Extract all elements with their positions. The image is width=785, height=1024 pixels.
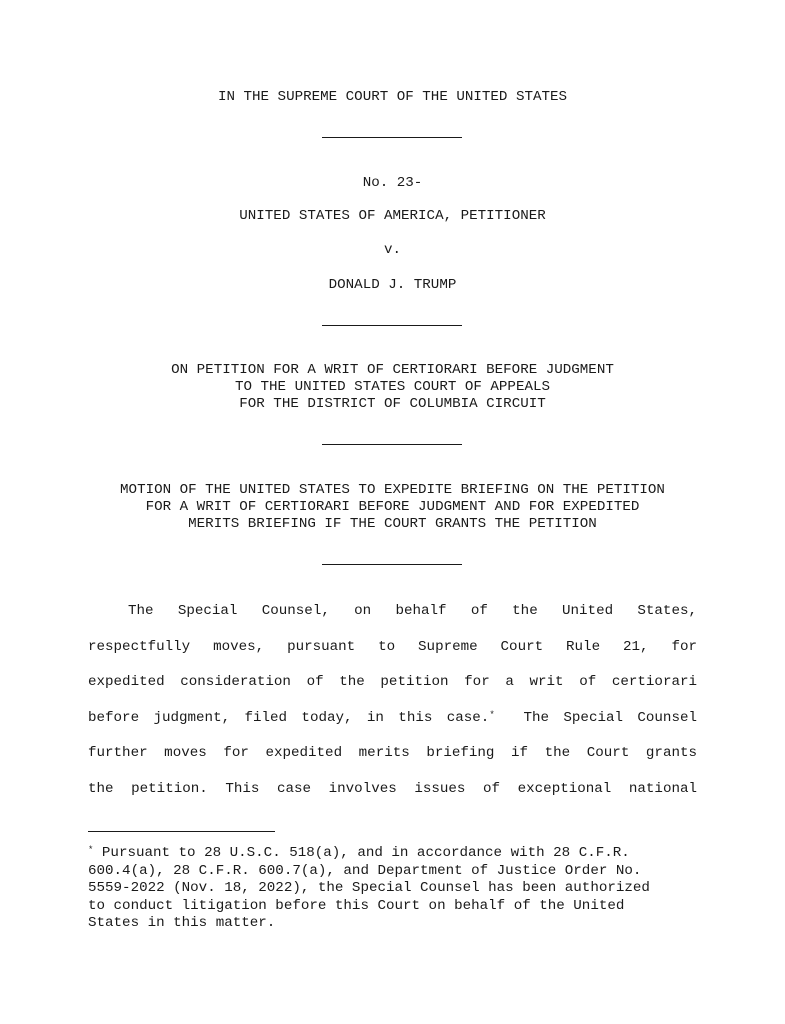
- separator-rule-4: [322, 564, 462, 565]
- footnote-reference[interactable]: *: [489, 709, 495, 720]
- footnote: [88, 845, 698, 933]
- footnote-line: 600.4(a), 28 C.F.R. 600.7(a), and Department of Justice Order No.: [88, 862, 642, 879]
- motion-title-line: MERITS BRIEFING IF THE COURT GRANTS THE PETITION: [188, 516, 597, 532]
- petitioner-name: UNITED STATES OF AMERICA, PETITIONER: [239, 208, 546, 224]
- footnote-line-first: [88, 845, 698, 863]
- footnote-line: States in this matter.: [88, 915, 276, 931]
- respondent-name: DONALD J. TRUMP: [328, 277, 457, 293]
- body-line-text: before judgment, filed today, in this case.: [88, 709, 490, 726]
- body-line-text: The Special Counsel: [523, 709, 697, 726]
- separator-rule-1: [322, 137, 462, 138]
- motion-title-line: FOR A WRIT OF CERTIORARI BEFORE JUDGMENT AND FOR EXPEDITED: [145, 499, 640, 515]
- separator-rule-3: [322, 444, 462, 445]
- body-line: The Special Counsel, on behalf of the United States,: [128, 603, 697, 619]
- petition-heading-line: FOR THE DISTRICT OF COLUMBIA CIRCUIT: [239, 396, 546, 412]
- body-line: expedited consideration of the petition for a writ of certiorari: [88, 674, 697, 690]
- footnote-separator: [88, 831, 275, 832]
- motion-title-line: MOTION OF THE UNITED STATES TO EXPEDITE BRIEFING ON THE PETITION: [120, 482, 665, 498]
- body-line: further moves for expedited merits briefing if the Court grants: [88, 745, 697, 761]
- court-name: IN THE SUPREME COURT OF THE UNITED STATES: [217, 89, 568, 105]
- footnote-marker: *: [88, 845, 94, 855]
- petition-heading-line: TO THE UNITED STATES COURT OF APPEALS: [234, 379, 550, 395]
- separator-rule-2: [322, 325, 462, 326]
- body-line-with-footnote: [88, 701, 697, 737]
- footnote-line: to conduct litigation before this Court on behalf of the United: [88, 897, 625, 914]
- versus: v.: [383, 242, 402, 258]
- footnote-line: 5559-2022 (Nov. 18, 2022), the Special Counsel has been authorized: [88, 880, 650, 896]
- docket-number: No. 23-: [362, 175, 423, 191]
- body-line: respectfully moves, pursuant to Supreme Court Rule 21, for: [88, 638, 697, 655]
- body-line: the petition. This case involves issues of exceptional national: [88, 780, 697, 797]
- motion-title: [0, 482, 785, 533]
- petition-heading: [0, 362, 785, 413]
- motion-body: [88, 594, 697, 807]
- footnote-line-text: Pursuant to 28 U.S.C. 518(a), and in accordance with 28 C.F.R.: [93, 845, 630, 861]
- petition-heading-line: ON PETITION FOR A WRIT OF CERTIORARI BEFORE JUDGMENT: [171, 362, 614, 378]
